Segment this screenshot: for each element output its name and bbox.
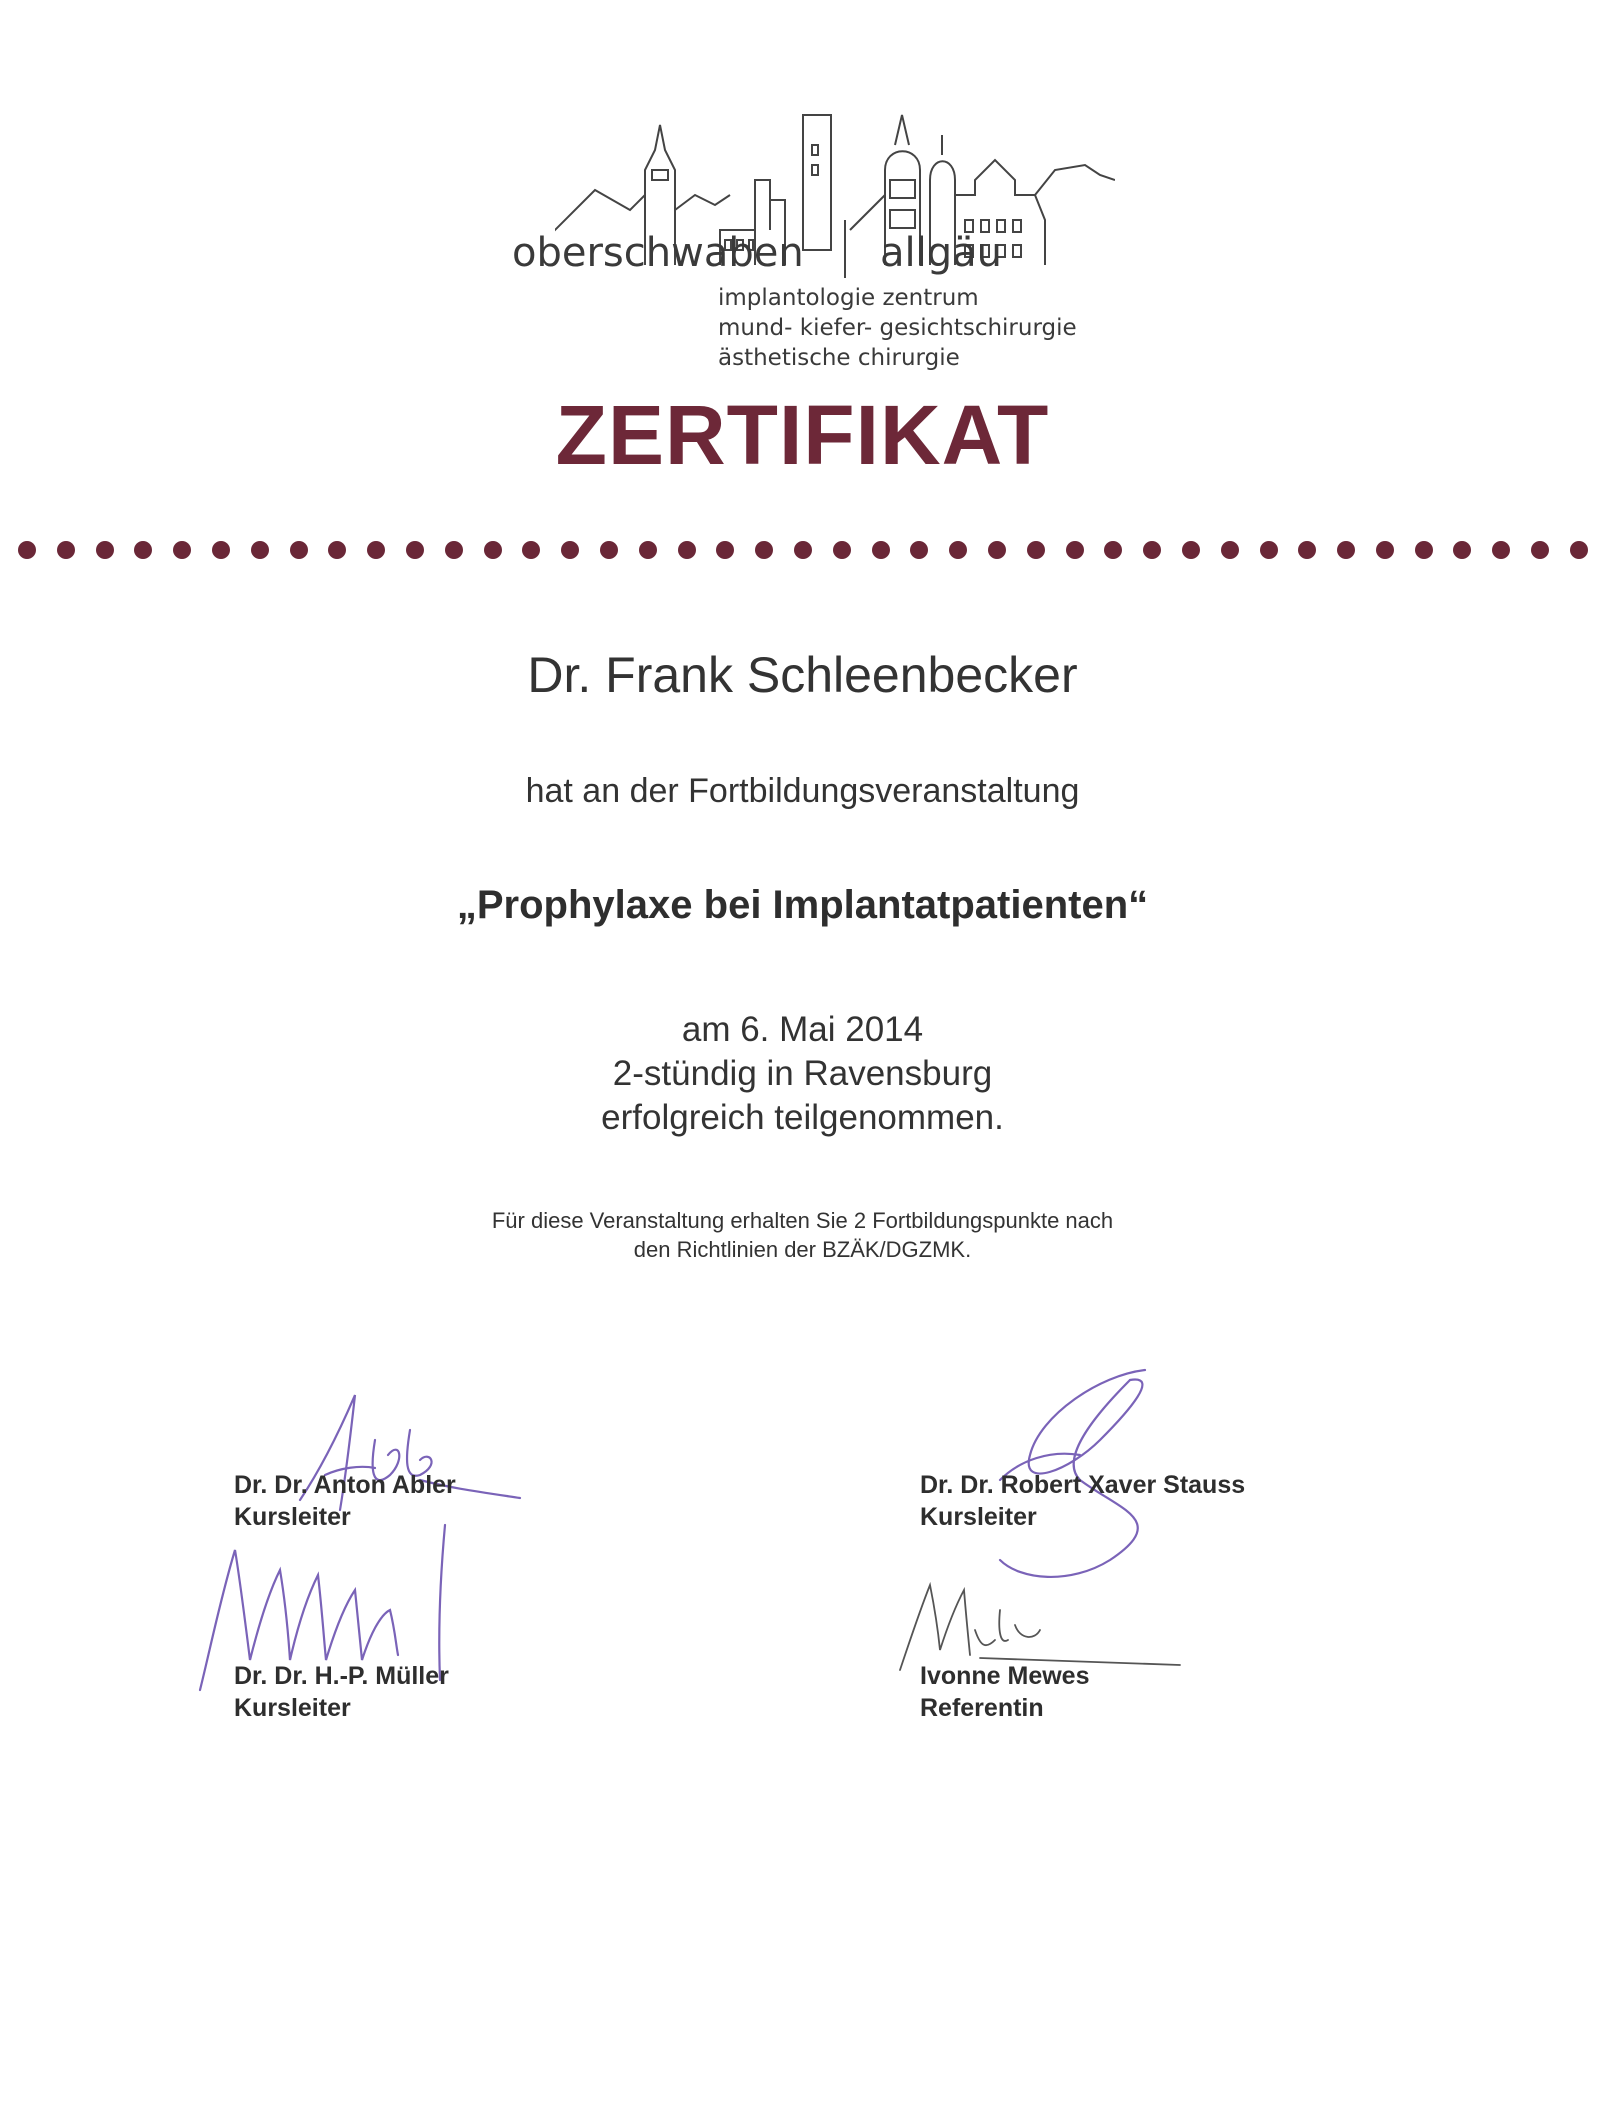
divider-dot [872,541,890,559]
divider-dot [1376,541,1394,559]
divider-dot [600,541,618,559]
divider-dot [1143,541,1161,559]
divider-dot [1492,541,1510,559]
divider-dot [212,541,230,559]
divider-dot [1298,541,1316,559]
divider-dot [1260,541,1278,559]
divider-dot [910,541,928,559]
divider-dot [1570,541,1588,559]
divider-dot [755,541,773,559]
logo-word-left: oberschwaben [512,230,804,276]
divider-dot [1337,541,1355,559]
signatory-name: Dr. Dr. Anton Abler [234,1471,456,1499]
divider-dot [406,541,424,559]
signatory-role: Kursleiter [234,1694,351,1722]
divider-dot [1182,541,1200,559]
divider-dot [949,541,967,559]
divider-dot [716,541,734,559]
course-place: 2-stündig in Ravensburg [612,1054,993,1093]
divider-dot [290,541,308,559]
signatory-name: Ivonne Mewes [920,1662,1090,1690]
logo-subline: mund- kiefer- gesichtschirurgie [718,315,1077,341]
divider-dot [484,541,502,559]
divider-dot [57,541,75,559]
signatory-name: Dr. Dr. H.-P. Müller [234,1662,449,1690]
divider-dot [96,541,114,559]
course-date: am 6. Mai 2014 [681,1010,924,1049]
divider-dot [833,541,851,559]
logo-subline: ästhetische chirurgie [718,345,960,371]
certificate-title: ZERTIFIKAT [555,388,1050,482]
divider-dot [1104,541,1122,559]
points-note: Für diese Veranstaltung erhalten Sie 2 Fortbildungspunkte nach [491,1208,1114,1233]
divider-dot [1221,541,1239,559]
divider-dot [1027,541,1045,559]
points-note: den Richtlinien der BZÄK/DGZMK. [633,1237,972,1262]
signatory-name: Dr. Dr. Robert Xaver Stauss [920,1471,1246,1499]
divider-dot [794,541,812,559]
course-result: erfolgreich teilgenommen. [601,1098,1004,1137]
divider-dot [445,541,463,559]
divider-dot [251,541,269,559]
recipient-name: Dr. Frank Schleenbecker [527,647,1078,703]
divider-dot [1066,541,1084,559]
divider-dot [328,541,346,559]
logo-word-right: allgäu [880,230,1002,276]
divider-dot [678,541,696,559]
divider-dot [134,541,152,559]
divider-dot [1415,541,1433,559]
divider-dot [367,541,385,559]
divider-dot [1531,541,1549,559]
signatory-role: Referentin [920,1694,1044,1722]
divider-dot [988,541,1006,559]
divider-dot [1453,541,1471,559]
divider-dot [561,541,579,559]
course-title: „Prophylaxe bei Implantatpatienten“ [456,883,1149,927]
dot-divider [18,538,1588,562]
divider-dot [173,541,191,559]
divider-dot [639,541,657,559]
signatory-role: Kursleiter [234,1503,351,1531]
divider-dot [522,541,540,559]
intro-text: hat an der Fortbildungsveranstaltung [525,772,1080,810]
signatory-role: Kursleiter [920,1503,1037,1531]
logo-subline: implantologie zentrum [718,285,979,311]
divider-dot [18,541,36,559]
